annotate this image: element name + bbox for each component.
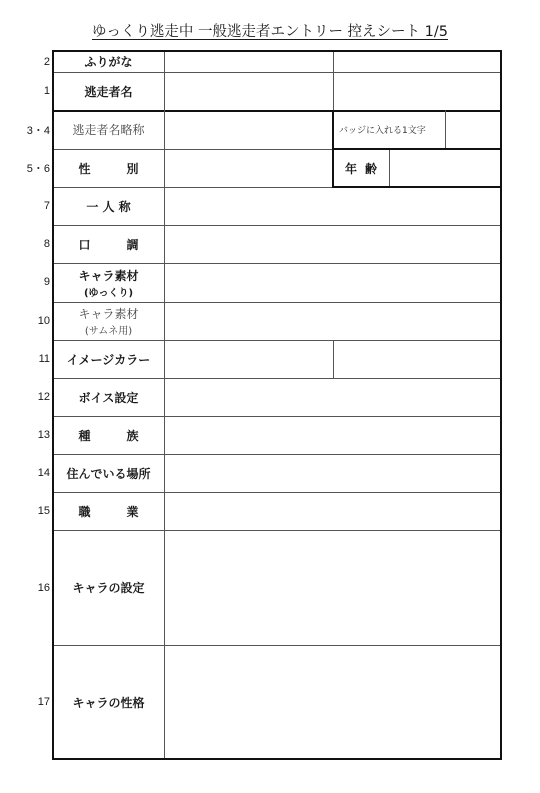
row-number: 12 xyxy=(37,391,50,403)
occupation-field[interactable] xyxy=(165,492,500,530)
row-number: 2 xyxy=(43,56,50,68)
first-person-field[interactable] xyxy=(165,187,500,225)
char-material-yukkuri-field[interactable] xyxy=(165,263,500,302)
row-number: 9 xyxy=(43,276,50,288)
label-gender: 性 別 xyxy=(78,161,151,176)
gender-field[interactable] xyxy=(165,149,332,187)
residence-field[interactable] xyxy=(165,454,500,492)
speech-style-field[interactable] xyxy=(165,225,500,263)
char-personality-field[interactable] xyxy=(165,645,500,758)
row-number: 14 xyxy=(37,467,50,479)
char-material-thumb-field[interactable] xyxy=(165,302,500,340)
label-residence: 住んでいる場所 xyxy=(66,466,151,481)
badge-char-field[interactable] xyxy=(446,110,500,149)
image-color-field[interactable] xyxy=(165,340,333,378)
label-runner-abbrev: 逃走者名略称 xyxy=(72,123,145,137)
furigana-field[interactable] xyxy=(165,50,333,72)
label-char-material-yukkuri: キャラ素材 (ゆっくり) xyxy=(78,268,139,299)
row-number: 11 xyxy=(38,353,50,365)
age-field[interactable] xyxy=(390,149,500,187)
furigana-field-alt[interactable] xyxy=(334,50,500,72)
runner-name-field[interactable] xyxy=(165,72,333,110)
image-color-field-alt[interactable] xyxy=(334,340,500,378)
label-occupation: 職 業 xyxy=(78,504,151,519)
badge-char-label: バッジに入れる1文字 xyxy=(339,126,426,136)
row-number: 17 xyxy=(37,696,50,708)
row-number: 1 xyxy=(43,85,50,97)
label-furigana: ふりがな xyxy=(84,54,133,69)
row-number: 15 xyxy=(37,505,50,517)
row-number: 8 xyxy=(43,238,50,250)
label-voice-setting: ボイス設定 xyxy=(78,390,139,405)
runner-abbrev-field[interactable] xyxy=(165,110,332,149)
species-field[interactable] xyxy=(165,416,500,454)
row-number: 10 xyxy=(37,315,50,327)
label-char-settings: キャラの設定 xyxy=(72,581,145,595)
sheet-title: ゆっくり逃走中 一般逃走者エントリー 控えシート 1/5 xyxy=(91,24,449,40)
char-settings-field[interactable] xyxy=(165,530,500,645)
label-char-material-thumb: キャラ素材 (サムネ用) xyxy=(78,307,139,337)
row-number: 13 xyxy=(37,429,50,441)
entry-form-table xyxy=(52,50,502,760)
label-age: 年齢 xyxy=(344,161,385,176)
row-number: 3・4 xyxy=(26,125,50,137)
label-image-color: イメージカラー xyxy=(66,352,151,367)
label-species: 種 族 xyxy=(78,428,151,443)
label-runner-name: 逃走者名 xyxy=(84,84,133,99)
row-number: 7 xyxy=(43,200,50,212)
voice-setting-field[interactable] xyxy=(165,378,500,416)
label-char-personality: キャラの性格 xyxy=(72,696,145,710)
row-number: 5・6 xyxy=(26,163,50,175)
label-first-person: 一 人 称 xyxy=(86,199,131,214)
runner-name-field-alt[interactable] xyxy=(334,72,500,110)
label-speech-style: 口 調 xyxy=(78,237,151,252)
row-number: 16 xyxy=(37,582,50,594)
